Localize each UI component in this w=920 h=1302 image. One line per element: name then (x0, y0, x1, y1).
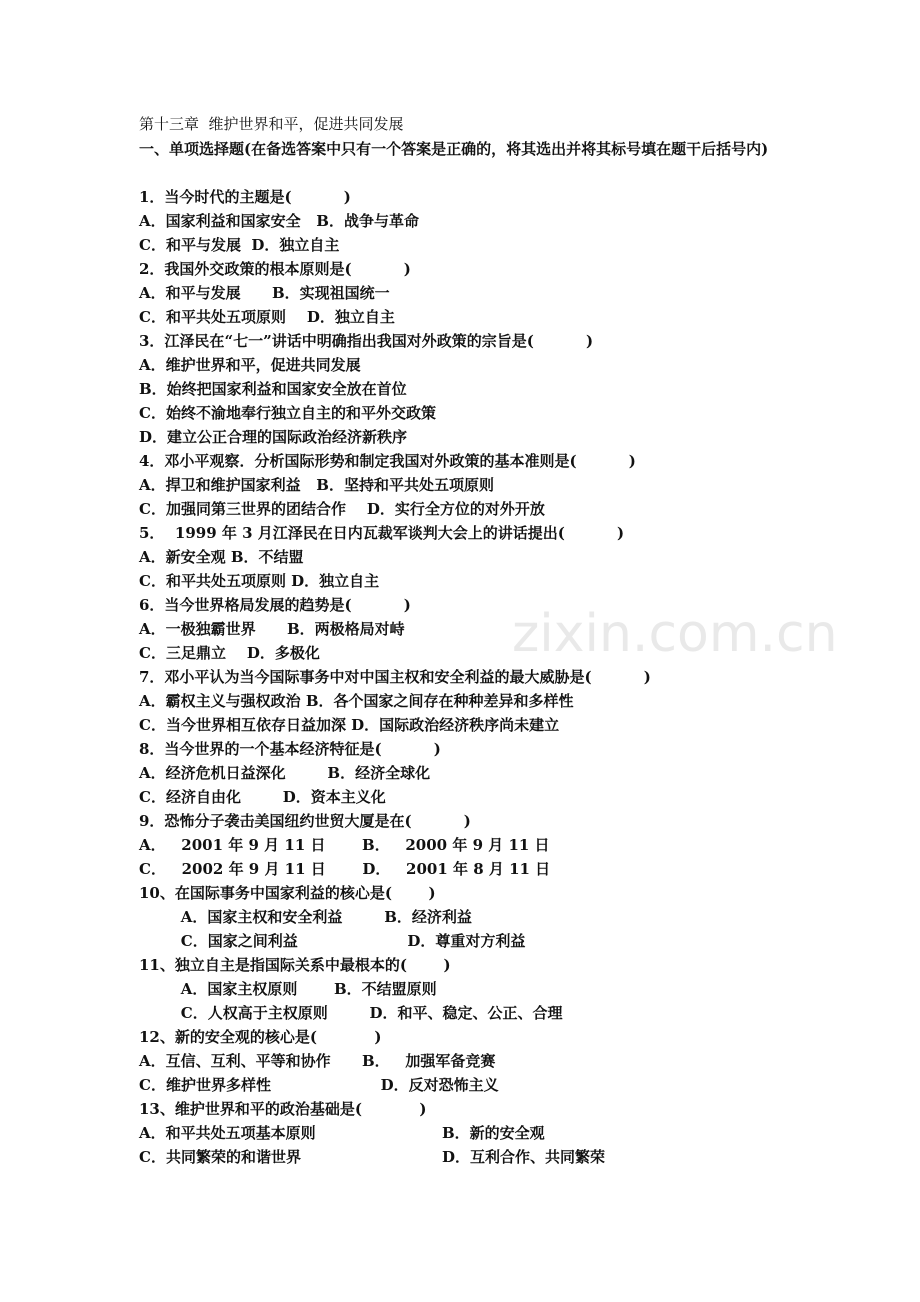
option-line: C．三足鼎立 D．多极化 (139, 644, 320, 662)
option-line: C．和平共处五项原则 D．独立自主 (139, 572, 380, 590)
watermark: zixin.com.cn (512, 604, 838, 664)
option-line: D．建立公正合理的国际政治经济新秩序 (139, 428, 408, 446)
option-line: B．新的安全观 (442, 1124, 545, 1142)
option-line: C．人权高于主权原则 D．和平、稳定、公正、合理 (139, 1004, 563, 1022)
question-line: 3．江泽民在“七一”讲话中明确指出我国对外政策的宗旨是( ) (139, 332, 594, 350)
section-heading: 一、单项选择题(在备选答案中只有一个答案是正确的，将其选出并将其标号填在题干后括号内) (139, 140, 769, 158)
option-line: B．始终把国家利益和国家安全放在首位 (139, 380, 407, 398)
option-line: C．当今世界相互依存日益加深 D．国际政治经济秩序尚未建立 (139, 716, 560, 734)
option-line: C．加强同第三世界的团结合作 D．实行全方位的对外开放 (139, 500, 545, 518)
option-line: C．经济自由化 D．资本主义化 (139, 788, 386, 806)
option-line: D．互利合作、共同繁荣 (442, 1148, 606, 1166)
question-line: 6．当今世界格局发展的趋势是( ) (139, 596, 411, 614)
question-line: 1．当今时代的主题是( ) (139, 188, 351, 206)
question-line: 8．当今世界的一个基本经济特征是( ) (139, 740, 441, 758)
option-line: A．和平与发展 B．实现祖国统一 (139, 284, 390, 302)
question-line: 2．我国外交政策的根本原则是( ) (139, 260, 411, 278)
option-line: A．国家主权原则 B．不结盟原则 (139, 980, 437, 998)
option-line: C．共同繁荣的和谐世界 (139, 1148, 301, 1166)
question-line: 4．邓小平观察．分析国际形势和制定我国对外政策的基本准则是( ) (139, 452, 636, 470)
question-line: 5． 1999 年 3 月江泽民在日内瓦裁军谈判大会上的讲话提出( ) (139, 524, 625, 542)
question-line: 12、新的安全观的核心是( ) (139, 1028, 382, 1046)
option-line: C．和平与发展 D．独立自主 (139, 236, 340, 254)
option-line: A．捍卫和维护国家利益 B．坚持和平共处五项原则 (139, 476, 494, 494)
option-line: C．维护世界多样性 D．反对恐怖主义 (139, 1076, 499, 1094)
option-line: C．始终不渝地奉行独立自主的和平外交政策 (139, 404, 436, 422)
question-line: 13、维护世界和平的政治基础是( ) (139, 1100, 427, 1118)
option-line: A．维护世界和平，促进共同发展 (139, 356, 361, 374)
question-line: 10、在国际事务中国家利益的核心是( ) (139, 884, 436, 902)
option-line: A．和平共处五项基本原则 (139, 1124, 316, 1142)
chapter-title: 第十三章 维护世界和平，促进共同发展 (139, 115, 404, 133)
question-line: 7．邓小平认为当今国际事务中对中国主权和安全利益的最大威胁是( ) (139, 668, 651, 686)
option-line: C．和平共处五项原则 D．独立自主 (139, 308, 395, 326)
option-line: C．国家之间利益 D．尊重对方利益 (139, 932, 526, 950)
option-line: A．霸权主义与强权政治 B．各个国家之间存在种种差异和多样性 (139, 692, 574, 710)
option-line: A．国家主权和安全利益 B．经济利益 (139, 908, 472, 926)
option-line: A．新安全观 B．不结盟 (139, 548, 304, 566)
option-line: A．经济危机日益深化 B．经济全球化 (139, 764, 431, 782)
option-line: A．国家利益和国家安全 B．战争与革命 (139, 212, 419, 230)
option-line: A．互信、互利、平等和协作 B． 加强军备竞赛 (139, 1052, 496, 1070)
question-line: 9．恐怖分子袭击美国纽约世贸大厦是在( ) (139, 812, 471, 830)
option-line: C． 2002 年 9 月 11 日 D． 2001 年 8 月 11 日 (139, 860, 551, 878)
option-line: A．一极独霸世界 B．两极格局对峙 (139, 620, 405, 638)
question-line: 11、独立自主是指国际关系中最根本的( ) (139, 956, 451, 974)
option-line: A． 2001 年 9 月 11 日 B． 2000 年 9 月 11 日 (139, 836, 550, 854)
